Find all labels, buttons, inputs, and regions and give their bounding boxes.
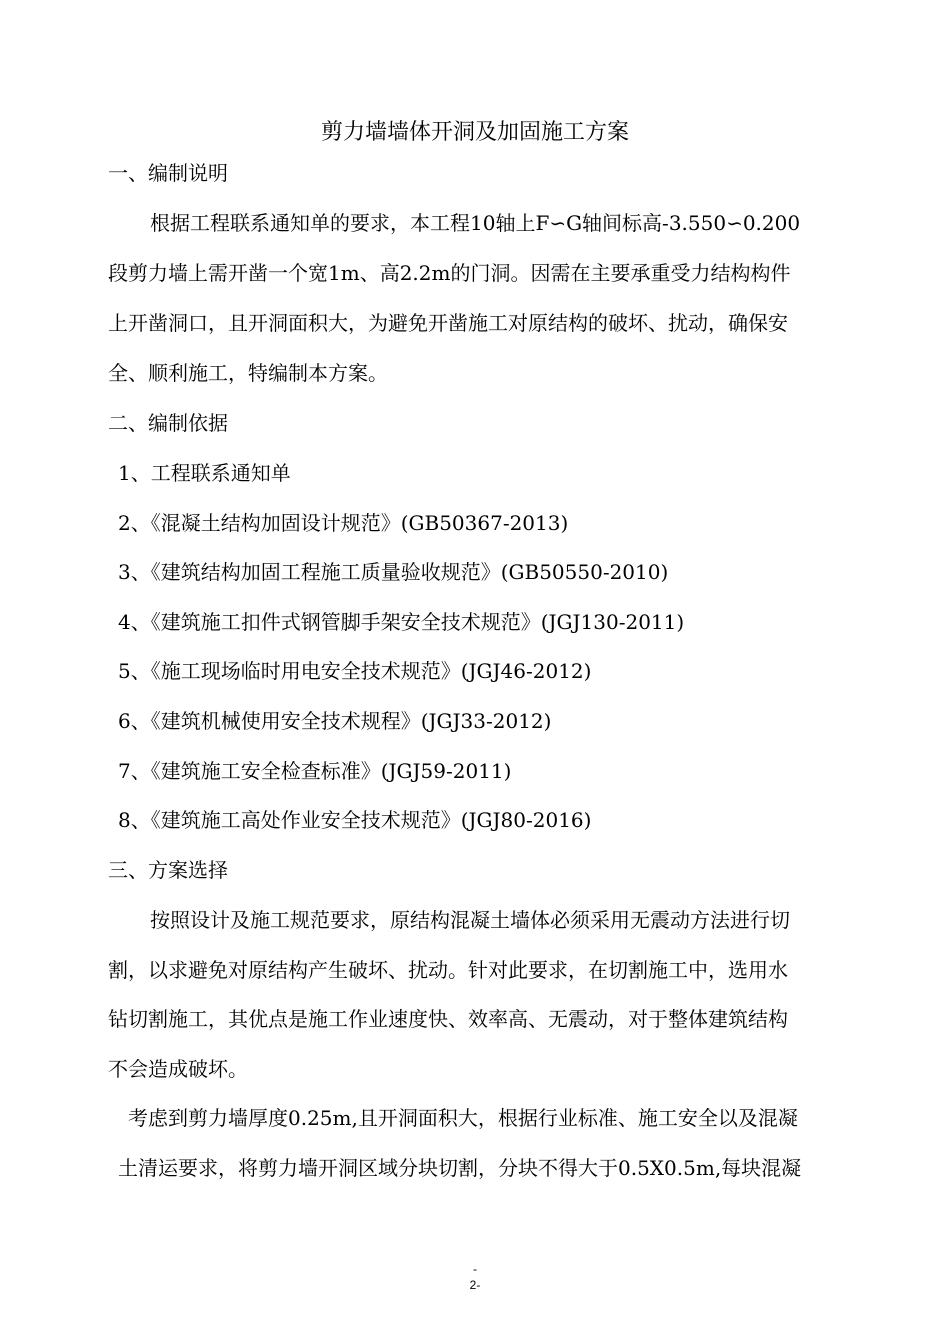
- paragraph-line: 不会造成破坏。: [108, 1057, 248, 1081]
- paragraph-line: 钻切割施工，其优点是施工作业速度快、效率高、无震动，对于整体建筑结构: [108, 1007, 788, 1031]
- section-heading-3: 三、方案选择: [108, 858, 228, 882]
- paragraph-line: 土清运要求，将剪力墙开洞区域分块切割，分块不得大于0.5X0.5m,每块混凝: [118, 1156, 802, 1180]
- section-heading-1: 一、编制说明: [108, 161, 228, 185]
- paragraph-line: 割，以求避免对原结构产生破坏、扰动。针对此要求，在切割施工中，选用水: [108, 958, 788, 982]
- page-number: 2-: [469, 1278, 481, 1292]
- reference-item: 8、《建筑施工高处作业安全技术规范》(JGJ80-2016): [118, 808, 592, 832]
- paragraph-line: 段剪力墙上需开凿一个宽1m、高2.2m的门洞。因需在主要承重受力结构构件: [108, 261, 791, 285]
- paragraph-line: 考虑到剪力墙厚度0.25m,且开洞面积大，根据行业标准、施工安全以及混凝: [128, 1106, 798, 1130]
- paragraph-line: 根据工程联系通知单的要求，本工程10轴上F∽G轴间标高-3.550∽0.200: [150, 211, 801, 235]
- section-heading-2: 二、编制依据: [108, 411, 228, 435]
- reference-item: 5、《施工现场临时用电安全技术规范》(JGJ46-2012): [118, 659, 592, 683]
- reference-item: 6、《建筑机械使用安全技术规程》(JGJ33-2012): [118, 709, 552, 733]
- paragraph-line: 按照设计及施工规范要求，原结构混凝土墙体必须采用无震动方法进行切: [150, 908, 790, 932]
- footer-dash: -: [473, 1262, 477, 1276]
- reference-item: 7、《建筑施工安全检查标准》(JGJ59-2011): [118, 759, 512, 783]
- paragraph-line: 上开凿洞口，且开洞面积大，为避免开凿施工对原结构的破坏、扰动，确保安: [108, 311, 788, 335]
- paragraph-line: 全、顺利施工，特编制本方案。: [108, 361, 388, 385]
- reference-item: 4、《建筑施工扣件式钢管脚手架安全技术规范》(JGJ130-2011): [118, 610, 685, 634]
- reference-item: 1、工程联系通知单: [118, 461, 291, 485]
- reference-item: 2、《混凝土结构加固设计规范》(GB50367-2013): [118, 511, 569, 535]
- page-title: 剪力墙墙体开洞及加固施工方案: [320, 120, 629, 145]
- reference-item: 3、《建筑结构加固工程施工质量验收规范》(GB50550-2010): [118, 560, 669, 584]
